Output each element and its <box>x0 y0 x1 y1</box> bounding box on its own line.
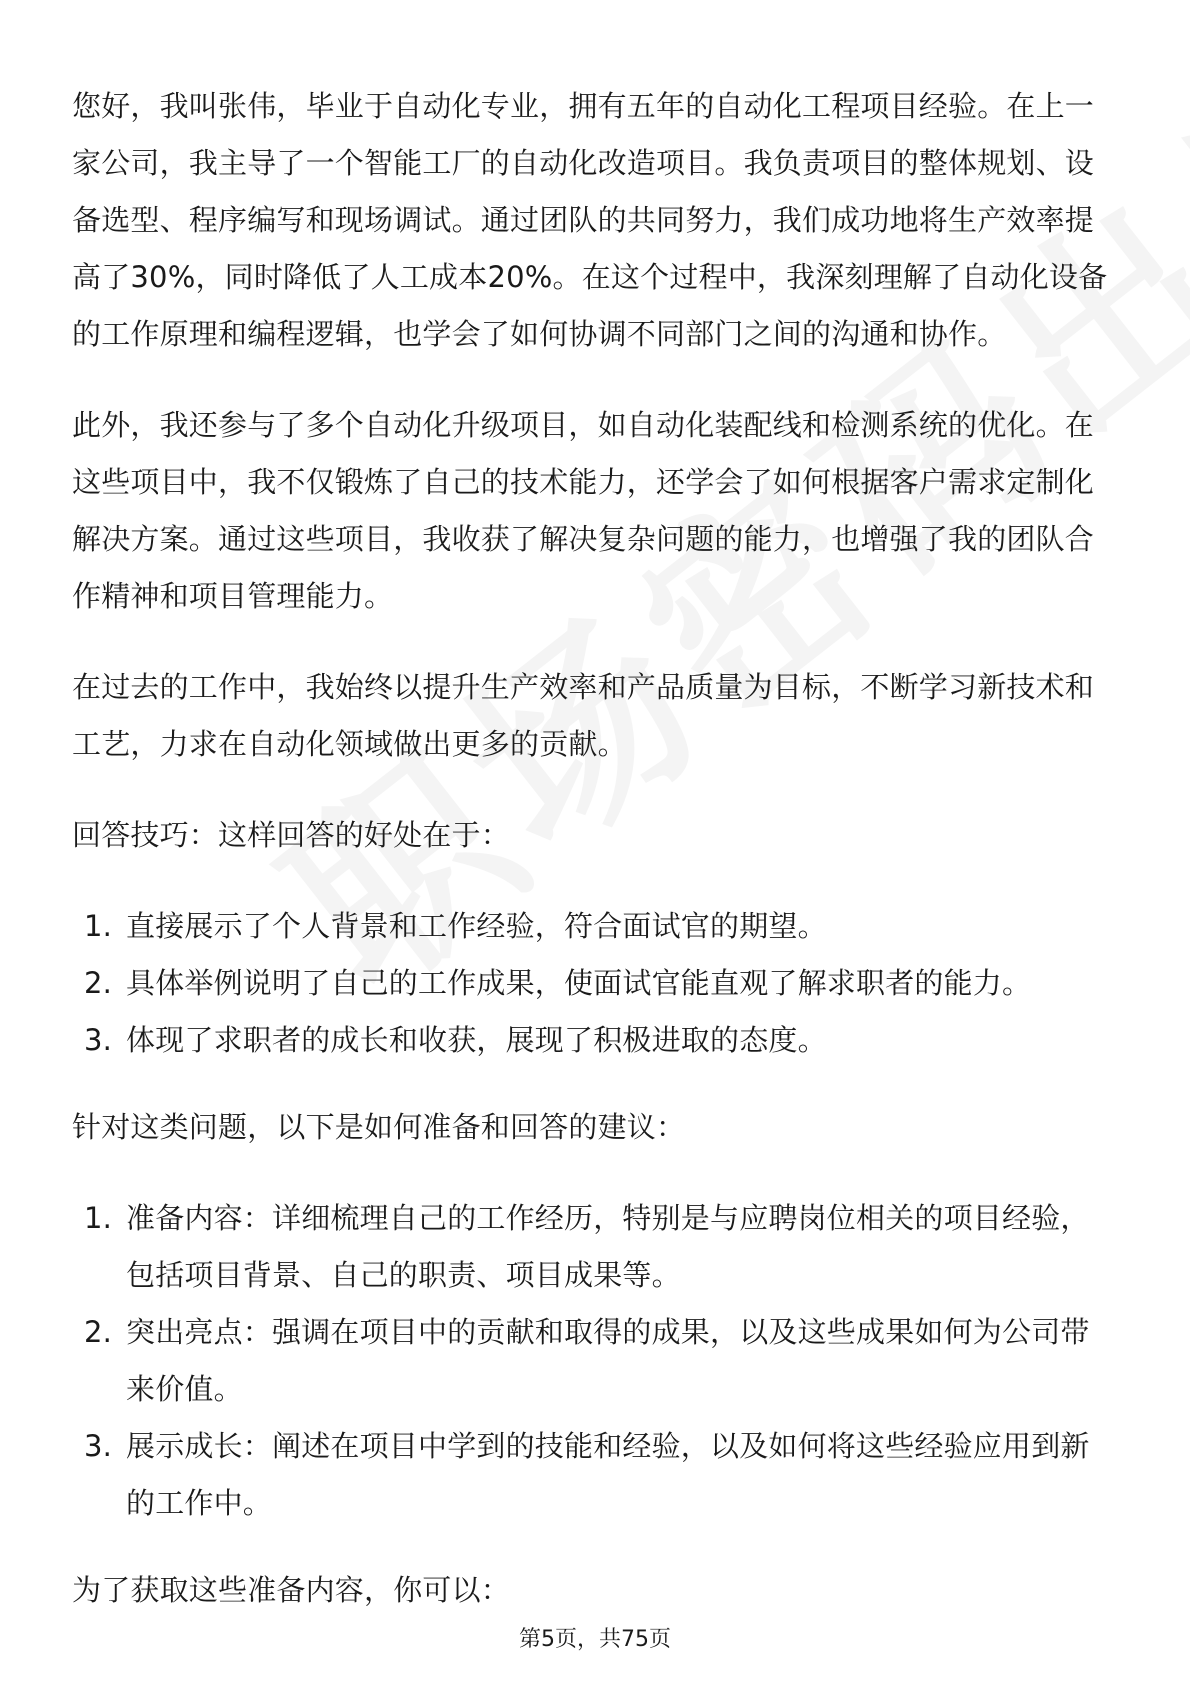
tips-heading: 回答技巧：这样回答的好处在于： <box>72 818 511 852</box>
list-item <box>72 1190 1118 1304</box>
document-body <box>72 78 1118 1653</box>
list-item <box>72 1304 1118 1418</box>
list-number: 1. <box>84 909 113 943</box>
paragraph-projects: 此外，我还参与了多个自动化升级项目，如自动化装配线和检测系统的优化。在这些项目中，我不仅锻炼了自己的技术能力，还学会了如何根据客户需求定制化解决方案。通过这些项目，我收获了解决复杂问题的能力，也增强了我的团队合作精神和项目管理能力。 <box>72 408 1095 613</box>
list-text: 体现了求职者的成长和收获，展现了积极进取的态度。 <box>126 1023 827 1057</box>
tips-list <box>72 898 1118 1069</box>
list-number: 1. <box>84 1201 113 1235</box>
suggest-heading: 针对这类问题，以下是如何准备和回答的建议： <box>72 1110 686 1144</box>
list-number: 2. <box>84 1315 113 1349</box>
list-item <box>72 898 1118 955</box>
list-item <box>72 1012 1118 1069</box>
list-text: 突出亮点：强调在项目中的贡献和取得的成果，以及这些成果如何为公司带来价值。 <box>126 1315 1090 1406</box>
list-item <box>72 955 1118 1012</box>
list-item <box>72 1418 1118 1532</box>
list-number: 3. <box>84 1023 113 1057</box>
list-text: 展示成长：阐述在项目中学到的技能和经验，以及如何将这些经验应用到新的工作中。 <box>126 1429 1090 1520</box>
prepare-heading: 为了获取这些准备内容，你可以： <box>72 1573 511 1607</box>
paragraph-intro: 您好，我叫张伟，毕业于自动化专业，拥有五年的自动化工程项目经验。在上一家公司，我主导了一个智能工厂的自动化改造项目。我负责项目的整体规划、设备选型、程序编写和现场调试。通过团队的共同努力，我们成功地将生产效率提高了30%，同时降低了人工成本20%。在这个过程中，我深刻理解了自动化设备的工作原理和编程逻辑，也学会了如何协调不同部门之间的沟通和协作。 <box>72 89 1108 351</box>
list-text: 准备内容：详细梳理自己的工作经历，特别是与应聘岗位相关的项目经验，包括项目背景、自己的职责、项目成果等。 <box>126 1201 1090 1292</box>
page-number: 第5页，共75页 <box>519 1627 671 1652</box>
list-number: 3. <box>84 1429 113 1463</box>
suggest-list <box>72 1190 1118 1532</box>
list-text: 直接展示了个人背景和工作经验，符合面试官的期望。 <box>126 909 827 943</box>
list-number: 2. <box>84 966 113 1000</box>
paragraph-goals: 在过去的工作中，我始终以提升生产效率和产品质量为目标，不断学习新技术和工艺，力求在自动化领域做出更多的贡献。 <box>72 670 1095 761</box>
list-text: 具体举例说明了自己的工作成果，使面试官能直观了解求职者的能力。 <box>126 966 1032 1000</box>
